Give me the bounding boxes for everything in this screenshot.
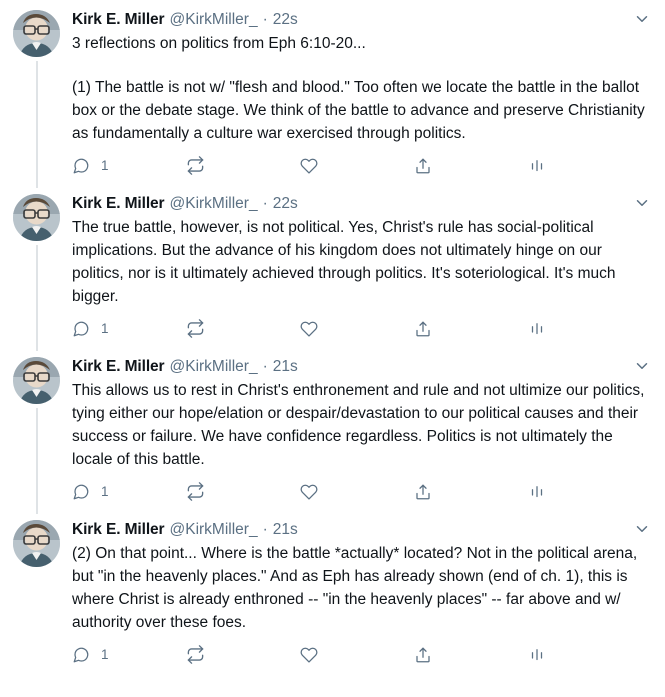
like-icon bbox=[300, 320, 318, 338]
tweet-text bbox=[72, 379, 651, 471]
timestamp[interactable]: 21s bbox=[272, 521, 298, 538]
tweet[interactable] bbox=[0, 510, 665, 673]
author-name[interactable]: Kirk E. Miller bbox=[72, 521, 165, 538]
share-icon bbox=[414, 646, 432, 664]
chevron-down-icon[interactable] bbox=[625, 194, 651, 212]
tweet-paragraph: The true battle, however, is not political. Yes, Christ's rule has social-political implications. But the advance of his kingdom does not ultimately hinge on our politics, nor is it ultimately achieved through politics. It's soteriological. It's much bigger. bbox=[72, 219, 620, 305]
thread-connector-line bbox=[36, 61, 38, 188]
reply-count: 1 bbox=[101, 157, 109, 173]
author-handle[interactable]: @KirkMiller_ bbox=[169, 521, 258, 538]
tweet-header bbox=[72, 10, 651, 30]
tweet-text bbox=[72, 542, 651, 634]
separator-dot: · bbox=[262, 195, 268, 212]
like-icon bbox=[300, 157, 318, 175]
timestamp[interactable]: 21s bbox=[272, 358, 298, 375]
reply-icon bbox=[72, 646, 90, 664]
tweet-text bbox=[72, 216, 651, 308]
like-button[interactable] bbox=[300, 483, 414, 501]
tweet-text bbox=[72, 32, 651, 145]
avatar-column bbox=[12, 10, 61, 184]
separator-dot: · bbox=[262, 11, 268, 28]
tweet-paragraph: 3 reflections on politics from Eph 6:10-20... bbox=[72, 35, 366, 52]
reply-button[interactable] bbox=[72, 320, 186, 338]
like-button[interactable] bbox=[300, 157, 414, 175]
retweet-button[interactable] bbox=[186, 319, 300, 338]
timestamp[interactable]: 22s bbox=[272, 195, 298, 212]
avatar[interactable] bbox=[13, 357, 60, 404]
tweet-actions bbox=[72, 156, 540, 184]
author-name[interactable]: Kirk E. Miller bbox=[72, 11, 165, 28]
tweet[interactable] bbox=[0, 0, 665, 184]
tweet-header bbox=[72, 357, 651, 377]
reply-count: 1 bbox=[101, 483, 109, 499]
like-icon bbox=[300, 646, 318, 664]
separator-dot: · bbox=[262, 521, 268, 538]
like-button[interactable] bbox=[300, 320, 414, 338]
analytics-button[interactable] bbox=[528, 157, 557, 175]
retweet-button[interactable] bbox=[186, 645, 300, 664]
avatar-column bbox=[12, 357, 61, 510]
reply-icon bbox=[72, 320, 90, 338]
avatar-column bbox=[12, 520, 61, 673]
tweet-header bbox=[72, 194, 651, 214]
reply-icon bbox=[72, 483, 90, 501]
chevron-down-icon[interactable] bbox=[625, 10, 651, 28]
author-name[interactable]: Kirk E. Miller bbox=[72, 358, 165, 375]
reply-count: 1 bbox=[101, 646, 109, 662]
reply-icon bbox=[72, 157, 90, 175]
share-icon bbox=[414, 483, 432, 501]
like-button[interactable] bbox=[300, 646, 414, 664]
share-button[interactable] bbox=[414, 483, 528, 501]
retweet-button[interactable] bbox=[186, 156, 300, 175]
reply-count: 1 bbox=[101, 320, 109, 336]
share-button[interactable] bbox=[414, 157, 528, 175]
avatar[interactable] bbox=[13, 520, 60, 567]
share-button[interactable] bbox=[414, 646, 528, 664]
thread-connector-line bbox=[36, 408, 38, 514]
reply-button[interactable] bbox=[72, 483, 186, 501]
retweet-icon bbox=[186, 482, 205, 501]
tweet[interactable] bbox=[0, 347, 665, 510]
chevron-down-icon[interactable] bbox=[625, 520, 651, 538]
timestamp[interactable]: 22s bbox=[272, 11, 298, 28]
share-button[interactable] bbox=[414, 320, 528, 338]
share-icon bbox=[414, 320, 432, 338]
author-handle[interactable]: @KirkMiller_ bbox=[169, 358, 258, 375]
tweet-actions bbox=[72, 645, 540, 673]
author-name[interactable]: Kirk E. Miller bbox=[72, 195, 165, 212]
author-handle[interactable]: @KirkMiller_ bbox=[169, 195, 258, 212]
chevron-down-icon[interactable] bbox=[625, 357, 651, 375]
avatar[interactable] bbox=[13, 10, 60, 57]
retweet-icon bbox=[186, 319, 205, 338]
retweet-icon bbox=[186, 156, 205, 175]
tweet-content bbox=[61, 520, 653, 673]
analytics-button[interactable] bbox=[528, 646, 557, 664]
tweet-paragraph: This allows us to rest in Christ's enthronement and rule and not ultimize our politics, tying either our hope/elation or despair/devastation to our political causes and their success or failure. We have confidence regardless. Politics is not ultimately the locale of this battle. bbox=[72, 382, 649, 468]
analytics-button[interactable] bbox=[528, 320, 557, 338]
reply-button[interactable] bbox=[72, 646, 186, 664]
tweet-actions bbox=[72, 482, 540, 510]
separator-dot: · bbox=[262, 358, 268, 375]
tweet-content bbox=[61, 10, 653, 184]
thread-connector-line bbox=[36, 245, 38, 351]
tweet[interactable] bbox=[0, 184, 665, 347]
tweet-header bbox=[72, 520, 651, 540]
tweet-actions bbox=[72, 319, 540, 347]
analytics-button[interactable] bbox=[528, 483, 557, 501]
reply-button[interactable] bbox=[72, 157, 186, 175]
tweet-content bbox=[61, 194, 653, 347]
retweet-icon bbox=[186, 645, 205, 664]
avatar-column bbox=[12, 194, 61, 347]
tweet-paragraph: (2) On that point... Where is the battle *actually* located? Not in the political arena, but "in the heavenly places." And as Eph has already shown (end of ch. 1), this is where Christ is already enthroned -- "in the heavenly places" -- far above and w/ authority over these foes. bbox=[72, 545, 642, 631]
tweet-paragraph: (1) The battle is not w/ "flesh and blood." Too often we locate the battle in the ballot box or the debate stage. We think of the battle to advance and preserve Christianity as fundamentally a culture war exercised through politics. bbox=[72, 79, 650, 142]
analytics-icon bbox=[528, 320, 546, 338]
analytics-icon bbox=[528, 646, 546, 664]
author-handle[interactable]: @KirkMiller_ bbox=[169, 11, 258, 28]
tweet-content bbox=[61, 357, 653, 510]
like-icon bbox=[300, 483, 318, 501]
analytics-icon bbox=[528, 157, 546, 175]
share-icon bbox=[414, 157, 432, 175]
analytics-icon bbox=[528, 483, 546, 501]
retweet-button[interactable] bbox=[186, 482, 300, 501]
avatar[interactable] bbox=[13, 194, 60, 241]
